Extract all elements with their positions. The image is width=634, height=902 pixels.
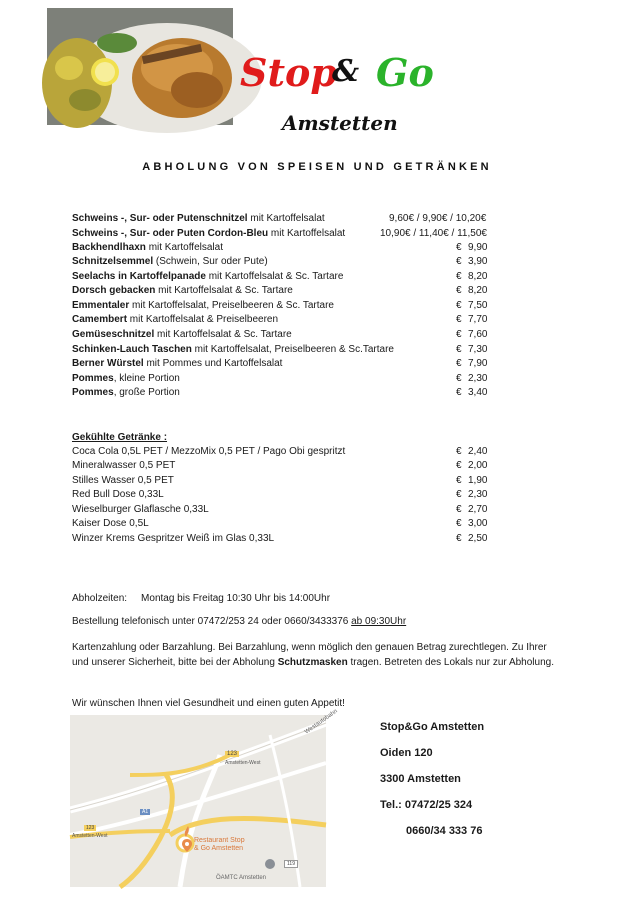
drinks-title: Gekühlte Getränke : [72,432,168,443]
euro-sign: € [456,329,462,340]
dish-row: Gemüseschnitzel mit Kartoffelsalat & Sc. Tartare [72,329,292,340]
drink-row: Winzer Krems Gespritzer Weiß im Glas 0,33L [72,533,275,544]
brand-amp: & [332,54,360,89]
drink-row: Red Bull Dose 0,33L [72,489,164,500]
dish-price: 7,50 [468,300,488,311]
brand-stop: Stop [240,50,337,95]
brand-logo [240,50,440,100]
dish-row: Emmentaler mit Kartoffelsalat, Preiselbeeren & Sc. Tartare [72,300,334,311]
euro-sign: € [456,285,462,296]
dish-row: Camembert mit Kartoffelsalat & Preiselbeeren [72,314,279,325]
map-shield-119: 119 [284,860,298,868]
map-shield-123b: 123 [86,825,95,831]
dish-price: 8,20 [468,285,488,296]
dish-row: Schweins -, Sur- oder Puten Cordon-Bleu mit Kartoffelsalat [72,228,346,239]
drink-row: Stilles Wasser 0,5 PET [72,475,174,486]
euro-sign: € [456,489,462,500]
dish-row: Schnitzelsemmel (Schwein, Sur oder Pute) [72,256,268,267]
map-oamtc-label: ÖAMTC Amstetten [216,875,267,881]
euro-sign: € [456,344,462,355]
drink-row: Mineralwasser 0,5 PET [72,460,176,471]
order-info: Bestellung telefonisch unter 07472/253 24 oder 0660/3433376 ab 09:30Uhr [72,616,407,627]
map-shield-a1: A1 [142,809,149,815]
dish-row: Berner Würstel mit Pommes und Kartoffelsalat [72,358,283,369]
euro-sign: € [456,300,462,311]
address-tel: Tel.: 07472/25 324 [380,799,473,811]
dish-price: 2,30 [468,373,488,384]
dish-row: Schweins -, Sur- oder Putenschnitzel mit Kartoffelsalat [72,213,325,224]
euro-sign: € [456,533,462,544]
euro-sign: € [456,387,462,398]
dish-row: Seelachs in Kartoffelpanade mit Kartoffelsalat & Sc. Tartare [72,271,344,282]
pickup-hours [72,591,330,606]
wish-text: Wir wünschen Ihnen viel Gesundheit und einen guten Appetit! [72,698,345,709]
euro-sign: € [456,314,462,325]
dish-price: 3,90 [468,256,488,267]
map-shield-123: 123 [227,751,238,757]
dish-price: 9,60€ / 9,90€ / 10,20€ [389,213,487,224]
dish-row: Backhendlhaxn mit Kartoffelsalat [72,242,223,253]
payment-info: Kartenzahlung oder Barzahlung. Bei Barzahlung, wenn möglich den genauen Betrag zurechtlegen. Zu Ihrer und unserer Sicherheit, bitte bei der Abholung Schutzmasken tragen. Betreten des Lokals nur zur Abholung. [72,642,554,668]
dish-price: 7,90 [468,358,488,369]
dish-price: 10,90€ / 11,40€ / 11,50€ [380,228,487,239]
map-pin-icon[interactable] [182,839,192,857]
drink-price: 1,90 [468,475,488,486]
brand-city: Amstetten [282,111,398,135]
page-heading: ABHOLUNG VON SPEISEN UND GETRÄNKEN [142,161,492,173]
euro-sign: € [456,358,462,369]
address-city: 3300 Amstetten [380,773,461,785]
brand-go: Go [376,50,434,95]
map-road-label: Westautobahn [303,708,339,736]
dish-row: Dorsch gebacken mit Kartoffelsalat & Sc. Tartare [72,285,293,296]
location-map[interactable] [70,708,339,887]
map-restaurant-label: Restaurant Stop & Go Amstetten [194,837,245,852]
euro-sign: € [456,460,462,471]
dish-price: 7,30 [468,344,488,355]
euro-sign: € [456,446,462,457]
drink-price: 3,00 [468,518,488,529]
euro-sign: € [456,256,462,267]
drink-price: 2,00 [468,460,488,471]
dish-price: 9,90 [468,242,488,253]
pickup-hours-value: Montag bis Freitag 10:30 Uhr bis 14:00Uhr [141,593,331,604]
dish-row: Schinken-Lauch Taschen mit Kartoffelsalat, Preiselbeeren & Sc.Tartare [72,344,394,355]
euro-sign: € [456,504,462,515]
dish-row: Pommes, große Portion [72,387,180,398]
drink-price: 2,40 [468,446,488,457]
euro-sign: € [456,242,462,253]
map-west-label: Amstetten-West [72,833,108,839]
dish-price: 8,20 [468,271,488,282]
euro-sign: € [456,518,462,529]
order-time: ab 09:30Uhr [351,616,407,627]
address-mobile: 0660/34 333 76 [406,825,483,837]
euro-sign: € [456,373,462,384]
address-street: Oiden 120 [380,747,433,759]
drink-row: Kaiser Dose 0,5L [72,518,149,529]
euro-sign: € [456,475,462,486]
dish-price: 3,40 [468,387,488,398]
drink-row: Coca Cola 0,5L PET / MezzoMix 0,5 PET / Pago Obi gespritzt [72,446,346,457]
drink-row: Wieselburger Glaflasche 0,33L [72,504,209,515]
map-exit-label: Amstetten-West [225,760,261,766]
drink-price: 2,70 [468,504,488,515]
euro-sign: € [456,271,462,282]
food-photo [47,8,233,125]
dish-price: 7,70 [468,314,488,325]
drink-price: 2,30 [468,489,488,500]
address-name: Stop&Go Amstetten [380,721,485,733]
dish-price: 7,60 [468,329,488,340]
pickup-hours-label: Abholzeiten: [72,593,128,604]
dish-row: Pommes, kleine Portion [72,373,180,384]
drink-price: 2,50 [468,533,488,544]
